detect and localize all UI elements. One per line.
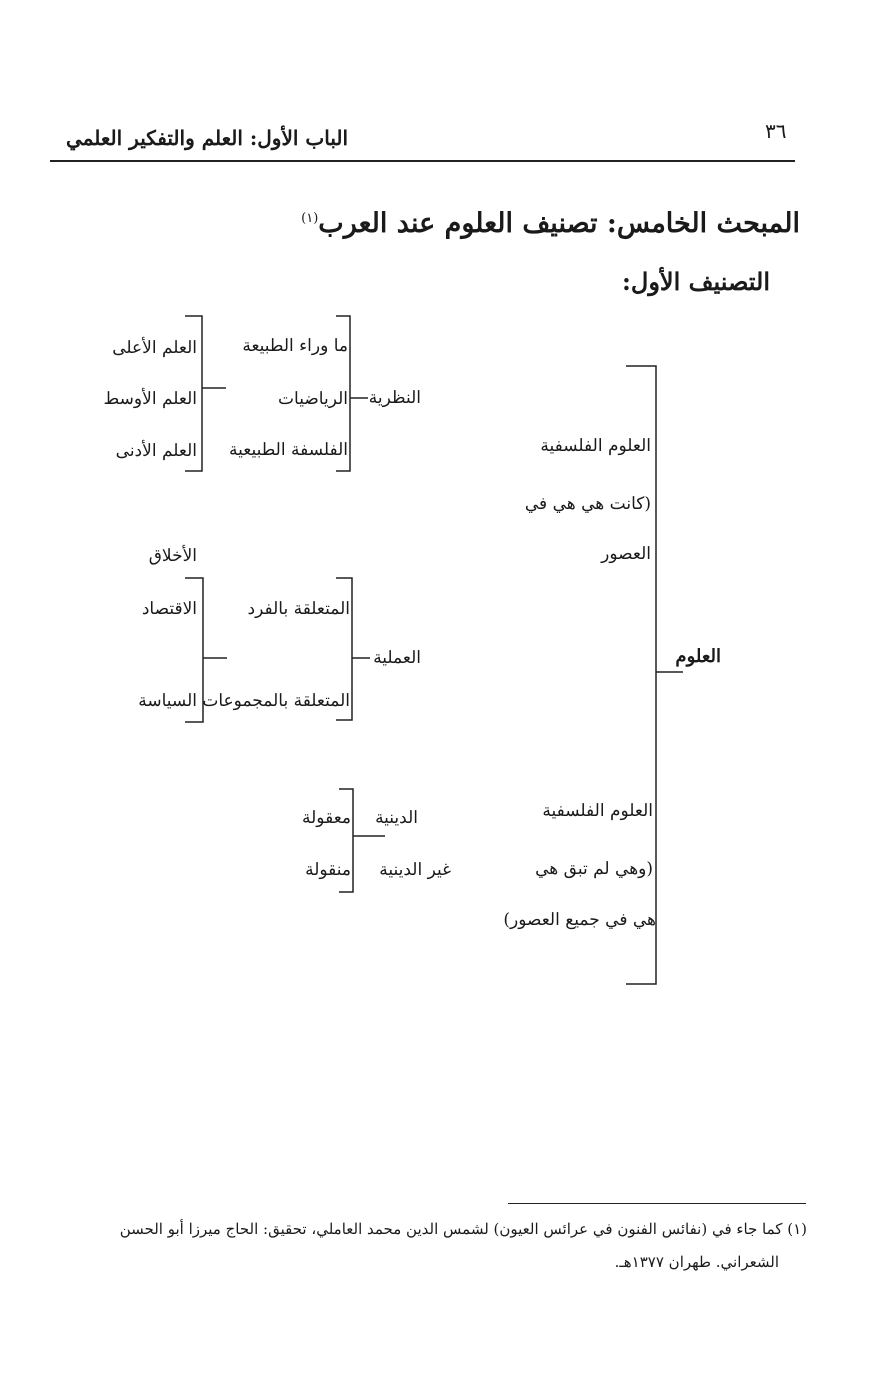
branch1-line2: (كانت هي هي في bbox=[524, 494, 651, 514]
running-header-title: الباب الأول: العلم والتفكير العلمي bbox=[66, 126, 348, 150]
religious-label: الدينية bbox=[375, 808, 418, 828]
branch2-line2: (وهي لم تبق هي bbox=[535, 859, 653, 879]
footnote-reference: (١) bbox=[301, 211, 319, 226]
level-middle: العلم الأوسط bbox=[103, 389, 197, 409]
footnote-line1: (١) كما جاء في (نفائس الفنون في عرائس العيون) لشمس الدين محمد العاملي، تحقيق: الحاج ميرزا أبو الحسن bbox=[119, 1220, 807, 1238]
page-number: ٣٦ bbox=[765, 119, 787, 143]
footnote-line2: الشعراني. طهران ١٣٧٧هـ. bbox=[614, 1253, 779, 1271]
religious-item-transmitted: منقولة bbox=[305, 860, 351, 880]
classification-subheading: التصنيف الأول: bbox=[622, 267, 770, 296]
footnote-rule bbox=[508, 1203, 806, 1204]
subject-politics: السياسة bbox=[138, 691, 197, 711]
subject-economics: الاقتصاد bbox=[141, 599, 197, 619]
branch1-line3: العصور bbox=[601, 544, 651, 564]
practical-item-groups: المتعلقة بالمجموعات bbox=[202, 691, 350, 711]
tree-root-label: العلوم bbox=[675, 646, 721, 667]
branch2-line1: العلوم الفلسفية bbox=[542, 801, 653, 821]
level-highest: العلم الأعلى bbox=[112, 338, 197, 358]
non-religious-label: غير الدينية bbox=[379, 860, 451, 880]
practical-label: العملية bbox=[373, 648, 421, 668]
branch2-line3: هي في جميع العصور) bbox=[503, 910, 656, 930]
subject-ethics: الأخلاق bbox=[148, 546, 197, 566]
theoretical-item-natural-philosophy: الفلسفة الطبيعية bbox=[229, 440, 348, 460]
branch1-line1: العلوم الفلسفية bbox=[540, 436, 651, 456]
theoretical-item-mathematics: الرياضيات bbox=[278, 389, 348, 409]
theoretical-label: النظرية bbox=[368, 388, 421, 408]
practical-item-individual: المتعلقة بالفرد bbox=[247, 599, 350, 619]
theoretical-item-metaphysics: ما وراء الطبيعة bbox=[242, 336, 348, 356]
religious-item-rational: معقولة bbox=[302, 808, 351, 828]
section-title-text: المبحث الخامس: تصنيف العلوم عند العرب bbox=[318, 208, 800, 239]
level-lowest: العلم الأدنى bbox=[115, 441, 197, 461]
